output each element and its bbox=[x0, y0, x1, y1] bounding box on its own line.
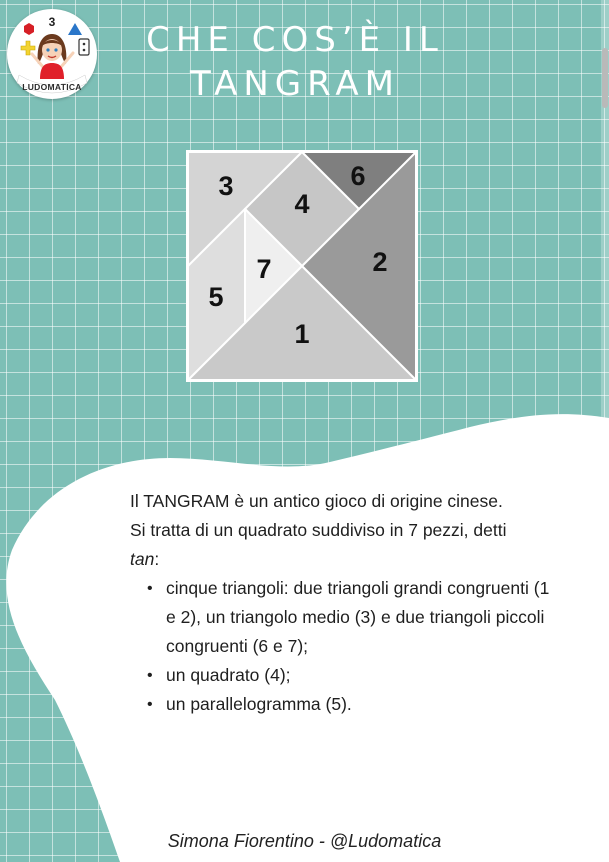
list-item bbox=[130, 661, 590, 690]
tangram-label-1: 1 bbox=[294, 319, 310, 349]
intro-colon: : bbox=[154, 549, 160, 569]
bullet-icon: • bbox=[147, 696, 153, 713]
list-item bbox=[130, 574, 558, 661]
logo-name: LUDOMATICA bbox=[22, 82, 82, 92]
intro-line-1: Il TANGRAM è un antico gioco di origine cinese. bbox=[130, 491, 503, 511]
tangram-label-2: 2 bbox=[372, 247, 388, 277]
tangram-label-7: 7 bbox=[256, 254, 272, 284]
intro-line-2-text: Si tratta di un quadrato suddiviso in 7 pezzi, detti bbox=[130, 520, 507, 540]
author-credit: Simona Fiorentino - @Ludomatica bbox=[167, 831, 442, 851]
bullet-icon: • bbox=[147, 580, 153, 597]
tangram-label-5: 5 bbox=[208, 282, 224, 312]
title-line-2: TANGRAM bbox=[189, 64, 400, 104]
pieces-list bbox=[130, 574, 590, 719]
tangram-label-4: 4 bbox=[294, 189, 310, 219]
list-item-text: cinque triangoli: due triangoli grandi congruenti (1 e 2), un triangolo medio (3) e due triangoli piccoli congruenti (6 e 7); bbox=[166, 578, 550, 656]
list-item-text: un quadrato (4); bbox=[166, 665, 291, 685]
list-item bbox=[130, 690, 590, 719]
tangram-label-6: 6 bbox=[350, 161, 366, 191]
bullet-icon: • bbox=[147, 667, 153, 684]
logo-number: 3 bbox=[48, 15, 56, 29]
title-line-1: CHE COS’È IL bbox=[146, 20, 444, 60]
intro-line-2 bbox=[130, 516, 590, 574]
intro-italic-term: tan bbox=[130, 549, 155, 569]
tangram-label-3: 3 bbox=[218, 171, 234, 201]
list-item-text: un parallelogramma (5). bbox=[166, 694, 352, 714]
description bbox=[130, 487, 590, 719]
